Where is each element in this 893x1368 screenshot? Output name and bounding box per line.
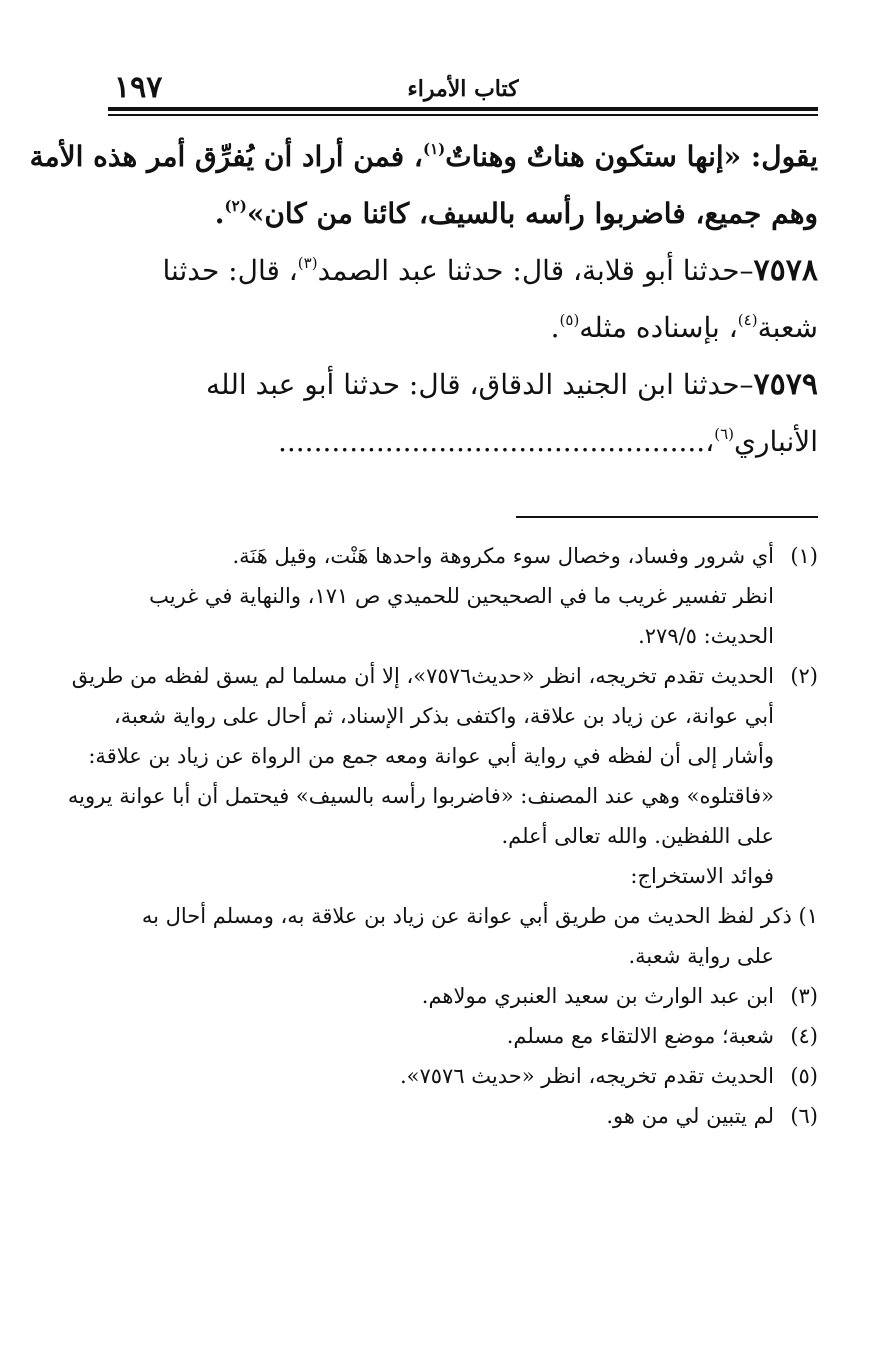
footnotes: [67, 536, 818, 1136]
footnote-line: ١) ذكر لفظ الحديث من طريق أبي عوانة عن زياد بن علاقة به، ومسلم أحال به: [141, 904, 818, 928]
footnote-line: الحديث: ٢٧٩/٥.: [638, 624, 774, 648]
footnote-marker: (١): [790, 544, 818, 568]
text-run: .: [550, 311, 560, 344]
footnote-1: [106, 536, 818, 576]
footnote-text: لم يتبين لي من هو.: [606, 1104, 774, 1128]
footnote-text: شعبة؛ موضع الالتقاء مع مسلم.: [506, 1024, 774, 1048]
footnote-line: على اللفظين. والله تعالى أعلم.: [501, 824, 774, 848]
text-run: ، قال: حدثنا: [162, 254, 298, 287]
page-header: [108, 68, 818, 106]
footnote-ref: (٥): [559, 311, 580, 329]
footnote-line: وأشار إلى أن لفظه في رواية أبي عوانة ومعه جمع من الرواة عن زياد بن علاقة:: [88, 744, 774, 768]
footnote-6: [106, 1096, 818, 1136]
footnote-ref: (١): [422, 140, 446, 158]
footnote-text: الحديث تقدم تخريجه، انظر «حديث٧٥٧٦»، إلا أن مسلما لم يسق لفظه من طريق: [71, 664, 774, 688]
text-run: وهم جميع، فاضربوا رأسه بالسيف، كائنا من كان»: [246, 197, 818, 230]
page-number: ١٩٧: [114, 70, 163, 105]
footnote-ref: (٣): [297, 254, 318, 272]
text-run: يقول: «إنها ستكون هناتٌ وهناتٌ: [445, 140, 818, 173]
hadith-7579-line: [106, 356, 818, 413]
footnote-4: [106, 1016, 818, 1056]
text-run: شعبة: [757, 311, 818, 344]
footnote-marker: (٣): [790, 984, 818, 1008]
text-run: ، بإسناده مثله: [579, 311, 738, 344]
hadith-7578-line: [106, 299, 818, 356]
running-title: كتاب الأمراء: [407, 76, 519, 102]
hadith-7578-line: [106, 242, 818, 299]
text-run: .: [214, 197, 225, 230]
footnote-marker: (٤): [790, 1024, 818, 1048]
footnote-line: على رواية شعبة.: [628, 944, 774, 968]
footnote-line: أبي عوانة، عن زياد بن علاقة، واكتفى بذكر الإسناد، ثم أحال على رواية شعبة،: [113, 704, 774, 728]
header-rule-thin: [108, 114, 818, 116]
hadith-number: ٧٥٧٩: [753, 367, 818, 402]
main-text: [29, 128, 818, 470]
footnote-text: الحديث تقدم تخريجه، انظر «حديث ٧٥٧٦».: [399, 1064, 774, 1088]
hadith-7579-line: [106, 413, 818, 470]
footnote-text: ابن عبد الوارث بن سعيد العنبري مولاهم.: [421, 984, 774, 1008]
text-run: –حدثنا أبو قلابة، قال: حدثنا عبد الصمد: [317, 254, 754, 287]
footnote-2: [71, 656, 818, 696]
header-rule-thick: [108, 107, 818, 111]
footnote-3: [106, 976, 818, 1016]
footnote-text: أي شرور وفساد، وخصال سوء مكروهة واحدها هَنْت، وقيل هَنَة.: [232, 544, 774, 568]
paragraph-line: [106, 185, 818, 242]
footnote-subheading: فوائد الاستخراج:: [630, 864, 774, 888]
footnote-ref: (٤): [737, 311, 758, 329]
footnote-marker: (٥): [790, 1064, 818, 1088]
dotted-leader: ................................................: [277, 425, 706, 458]
footnote-5: [106, 1056, 818, 1096]
footnote-line: انظر تفسير غريب ما في الصحيحين للحميدي ص ١٧١، والنهاية في غريب: [149, 584, 774, 608]
footnote-separator: [516, 516, 818, 518]
footnote-marker: (٦): [790, 1104, 818, 1128]
text-run: الأنباري: [734, 425, 818, 458]
footnote-line: «فاقتلوه» وهي عند المصنف: «فاضربوا رأسه بالسيف» فيحتمل أن أبا عوانة يرويه: [67, 784, 774, 808]
paragraph-line: [29, 128, 818, 185]
text-run: ، فمن أراد أن يُفرِّق أمر هذه الأمة: [29, 140, 423, 173]
hadith-number: ٧٥٧٨: [753, 253, 818, 288]
footnote-marker: (٢): [790, 664, 818, 688]
text-run: –حدثنا ابن الجنيد الدقاق، قال: حدثنا أبو عبد الله: [206, 368, 754, 401]
footnote-ref: (٢): [224, 197, 247, 215]
footnote-ref: (٦): [714, 425, 735, 443]
text-run: ،: [705, 425, 715, 458]
